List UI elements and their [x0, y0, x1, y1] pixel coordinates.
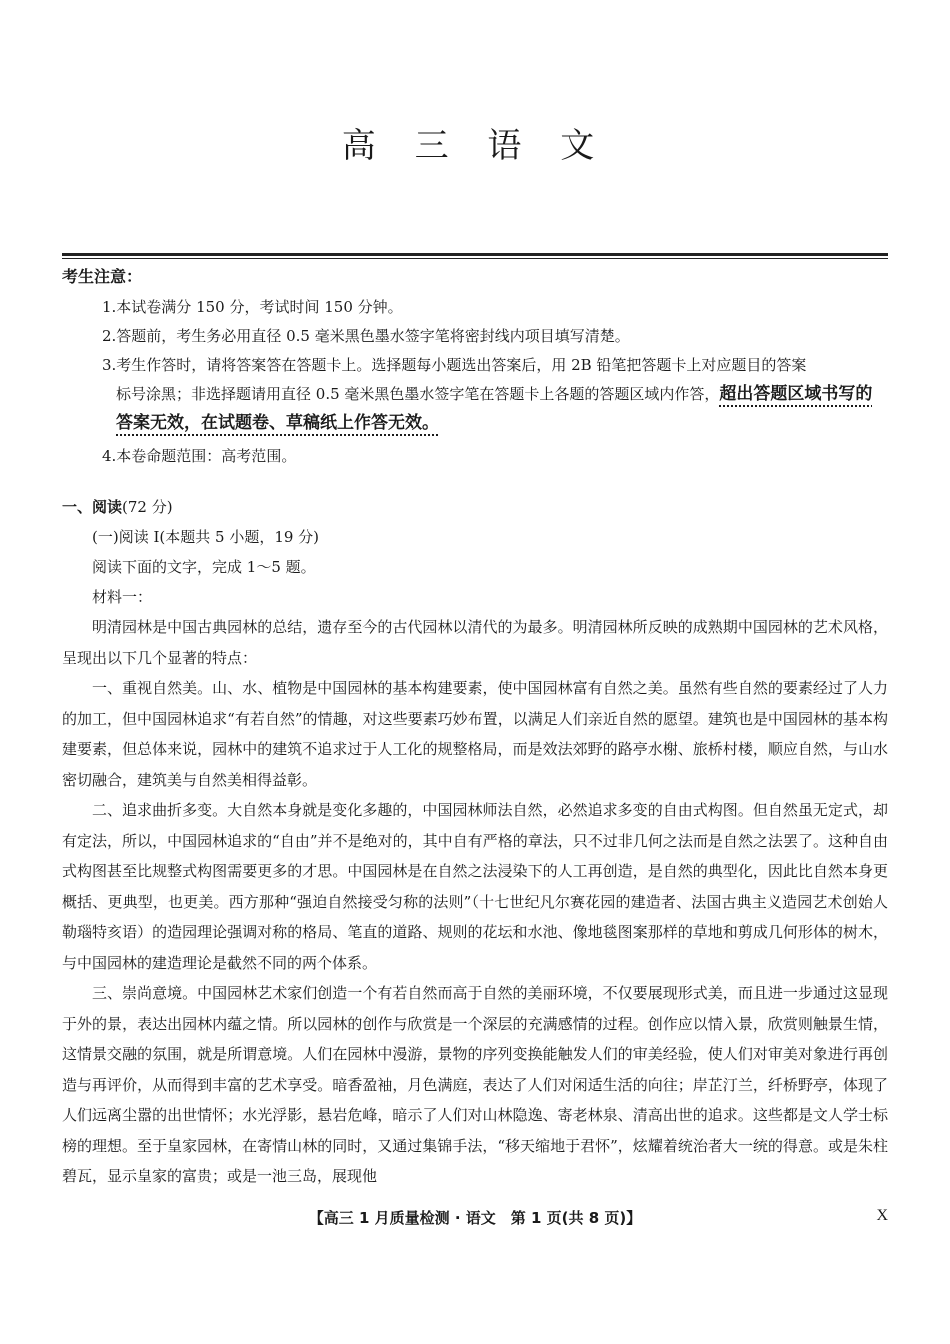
candidate-notice [62, 264, 888, 471]
notice-item-4: 4.本卷命题范围：高考范围。 [102, 447, 297, 465]
subsection-heading: (一)阅读 Ⅰ(本题共 5 小题，19 分) [92, 528, 320, 546]
notice-item-3 [102, 351, 888, 438]
material-label: 材料一： [92, 588, 153, 606]
notice-item-1: 1.本试卷满分 150 分，考试时间 150 分钟。 [102, 298, 403, 316]
section-heading [62, 492, 888, 522]
notice-item-2: 2.答题前，考生务必用直径 0.5 毫米黑色墨水签字笔将密封线内项目填写清楚。 [102, 327, 630, 345]
passage-paragraph: 明清园林是中国古典园林的总结，遗存至今的古代园林以清代的为最多。明清园林所反映的成熟期中国园林的艺术风格，呈现出以下几个显著的特点： [62, 618, 888, 667]
section-title: 一、阅读 [62, 498, 123, 516]
notice-item-3-line1: 3.考生作答时，请将答案答在答题卡上。选择题每小题选出答案后，用 2B 铅笔把答题卡上对应题目的答案 [102, 356, 807, 374]
footer-label: 【高三 1 月质量检测 · 语文 第 1 页(共 8 页)】 [308, 1209, 642, 1227]
notice-heading: 考生注意： [62, 267, 143, 286]
passage-paragraph: 一、重视自然美。山、水、植物是中国园林的基本构建要素，使中国园林富有自然之美。虽然有些自然的要素经过了人力的加工，但中国园林追求“有若自然”的情趣，对这些要素巧妙布置，以满足人们亲近自然的愿望。建筑也是中国园林的基本构建要素，但总体来说，园林中的建筑不追求过于人工化的规整格局，而是效法郊野的路亭水榭、旅桥村楼，顺应自然，与山水密切融合，建筑美与自然美相得益彰。 [62, 679, 888, 789]
passage-paragraph: 二、追求曲折多变。大自然本身就是变化多趣的，中国园林师法自然，必然追求多变的自由式构图。但自然虽无定式，却有定法，所以，中国园林追求的“自由”并不是绝对的，其中自有严格的章法，只不过非几何之法而是自然之法罢了。这种自由式构图甚至比规整式构图需要更多的才思。中国园林是在自然之法浸染下的人工再创造，是自然的典型化，因此比自然本身更概括、更典型，也更美。西方那种“强迫自然接受匀称的法则”（十七世纪凡尔赛花园的建造者、法国古典主义造园艺术创始人勒瑙特亥语）的造园理论强调对称的格局、笔直的道路、规则的花坛和水池、像地毯图案那样的草地和剪成几何形体的树木，与中国园林的建造理论是截然不同的两个体系。 [62, 801, 888, 972]
section-score: (72 分) [122, 498, 173, 516]
notice-emphasis: 超出答题区域书写的答案无效，在试题卷、草稿纸上作答无效。 [116, 384, 873, 433]
passage-paragraph: 三、崇尚意境。中国园林艺术家们创造一个有若自然而高于自然的美丽环境，不仅要展现形式美，而且进一步通过这显现于外的景，表达出园林内蕴之情。所以园林的创作与欣赏是一个深层的充满感情的过程。创作应以情入景，欣赏则触景生情，这情景交融的氛围，就是所谓意境。人们在园林中漫游，景物的序列变换能触发人们的审美经验，使人们对审美对象进行再创造与再评价，从而得到丰富的艺术享受。暗香盈袖，月色满庭，表达了人们对闲适生活的向往；岸芷汀兰，纤桥野亭，体现了人们远离尘嚣的出世情怀；水光浮影，悬岩危峰，暗示了人们对山林隐逸、寄老林泉、清高出世的追求。这些都是文人学士标榜的理想。至于皇家园林，在寄情山林的同时，又通过集锦手法，“移天缩地于君怀”，炫耀着统治者大一统的得意。或是朱柱碧瓦，显示皇家的富贵；或是一池三岛，展现他 [62, 984, 888, 1185]
notice-item-3-line2 [116, 380, 888, 438]
reading-section [62, 492, 888, 1192]
notice-item-3-text: 标号涂黑；非选择题请用直径 0.5 毫米黑色墨水签字笔在答题卡上各题的答题区域内作答， [116, 385, 720, 403]
reading-instruction: 阅读下面的文字，完成 1～5 题。 [92, 558, 316, 576]
page-title: 高 三 语 文 [341, 126, 609, 166]
footer-mark: X [876, 1207, 888, 1224]
header-rule-thick [62, 253, 888, 256]
header-rule-thin [62, 258, 888, 259]
